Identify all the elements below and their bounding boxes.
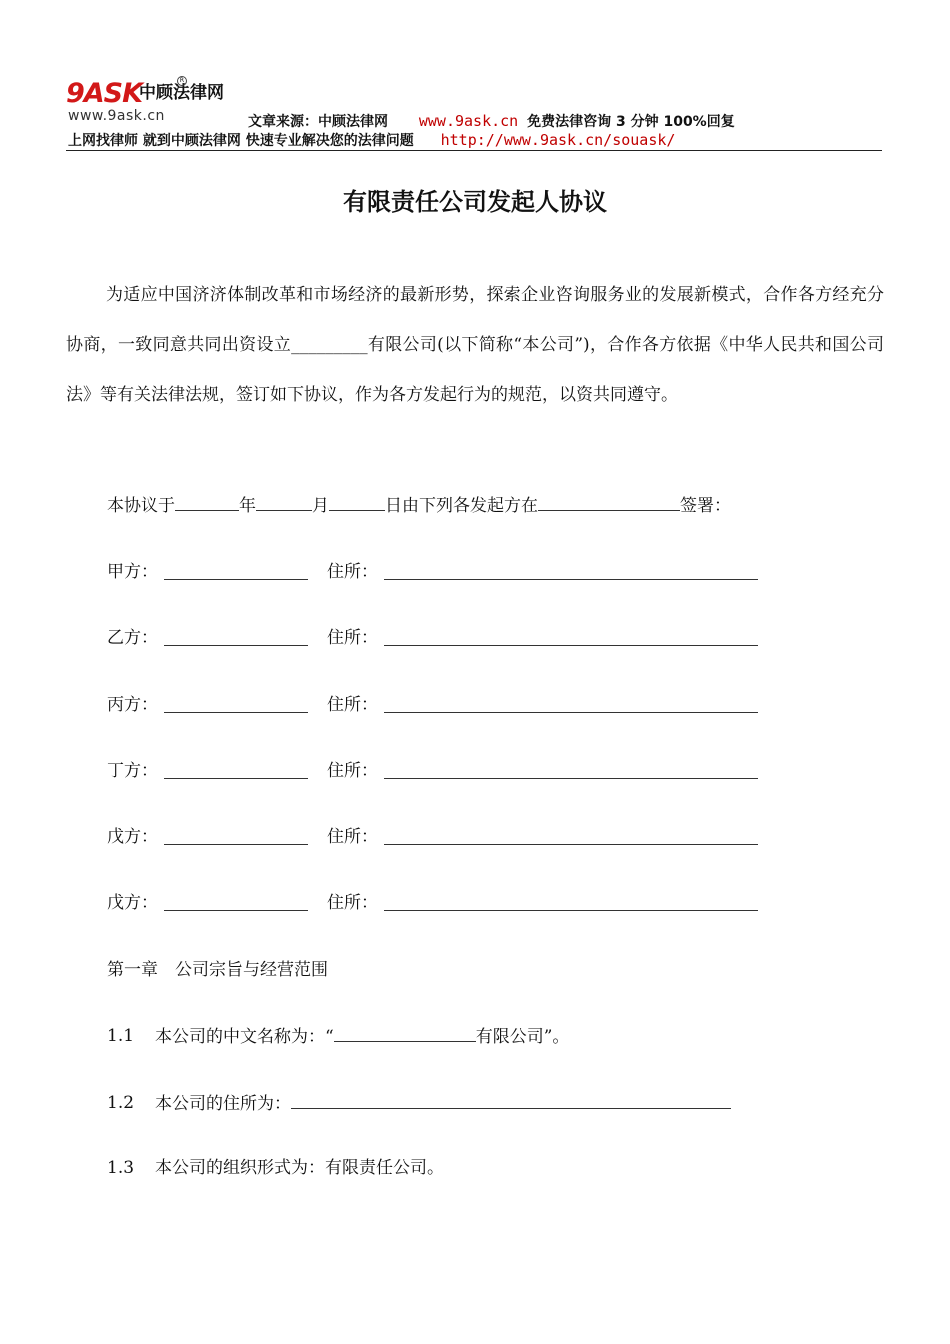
clause-text: 本公司的住所为： — [155, 1094, 291, 1114]
source-label: 文章来源：中顾法律网 — [248, 114, 388, 130]
signing-suffix: 签署： — [680, 496, 731, 516]
year-blank[interactable] — [175, 494, 239, 511]
logo-url: www.9ask.cn — [68, 108, 165, 124]
clause-1-2 — [155, 1092, 731, 1115]
place-blank[interactable] — [538, 494, 680, 511]
party-label: 甲方： — [107, 562, 158, 582]
party-name-blank[interactable] — [164, 563, 308, 580]
clause-text-suffix: 有限公司”。 — [475, 1027, 570, 1047]
clause-number: 1.2 — [107, 1093, 135, 1113]
party-name-blank[interactable] — [164, 629, 308, 646]
company-name-blank[interactable] — [334, 1025, 476, 1042]
logo-mark: 9ASK — [66, 78, 143, 109]
header-divider — [66, 150, 882, 151]
signing-prefix: 本协议于 — [107, 496, 175, 516]
signing-year: 年 — [239, 496, 256, 516]
clause-number: 1.3 — [107, 1158, 135, 1178]
address-label: 住所： — [327, 893, 378, 913]
address-blank[interactable] — [384, 629, 758, 646]
day-blank[interactable] — [329, 494, 385, 511]
tagline: 上网找律师 就到中顾法律网 快速专业解决您的法律问题 — [68, 133, 414, 149]
chapter-heading: 第一章 公司宗旨与经营范围 — [107, 960, 328, 980]
address-blank[interactable] — [384, 894, 758, 911]
registered-mark-icon: R — [177, 76, 187, 86]
site-link[interactable]: www.9ask.cn — [418, 112, 519, 130]
clause-number: 1.1 — [107, 1026, 135, 1046]
party-label: 戊方： — [107, 893, 158, 913]
intro-paragraph: 为适应中国济济体制改革和市场经济的最新形势，探索企业咨询服务业的发展新模式，合作各方经充分协商，一致同意共同出资设立_________有限公司(以下简称“本公司”)，合作各方依据《中华人民共和国公司法》等有关法律法规，签订如下协议，作为各方发起行为的规范，以资共同遵守。 — [66, 285, 884, 405]
party-label: 戊方： — [107, 827, 158, 847]
address-label: 住所： — [327, 562, 378, 582]
header-tagline-line — [68, 131, 675, 150]
address-label: 住所： — [327, 695, 378, 715]
party-name-blank[interactable] — [164, 894, 308, 911]
address-label: 住所： — [327, 827, 378, 847]
signing-month: 月 — [312, 496, 329, 516]
souask-link[interactable]: http://www.9ask.cn/souask/ — [440, 131, 676, 149]
signing-line — [107, 494, 731, 517]
signing-day-place: 日由下列各发起方在 — [385, 496, 538, 516]
header-source-line — [248, 112, 735, 131]
company-address-blank[interactable] — [291, 1092, 731, 1109]
clause-text: 本公司的组织形式为：有限责任公司。 — [155, 1158, 444, 1178]
address-blank[interactable] — [384, 828, 758, 845]
party-label: 丁方： — [107, 761, 158, 781]
document-title: 有限责任公司发起人协议 — [343, 187, 607, 216]
party-name-blank[interactable] — [164, 762, 308, 779]
logo-chinese-name: 中顾法律网 — [139, 83, 224, 103]
party-label: 乙方： — [107, 628, 158, 648]
address-blank[interactable] — [384, 696, 758, 713]
party-name-blank[interactable] — [164, 828, 308, 845]
address-label: 住所： — [327, 628, 378, 648]
address-blank[interactable] — [384, 563, 758, 580]
party-label: 丙方： — [107, 695, 158, 715]
address-blank[interactable] — [384, 762, 758, 779]
address-label: 住所： — [327, 761, 378, 781]
site-logo[interactable] — [66, 74, 256, 130]
clause-text: 本公司的中文名称为：“ — [155, 1027, 334, 1047]
promo-text: 免费法律咨询 3 分钟 100%回复 — [527, 114, 735, 130]
month-blank[interactable] — [256, 494, 312, 511]
party-name-blank[interactable] — [164, 696, 308, 713]
clause-1-1 — [155, 1025, 569, 1048]
